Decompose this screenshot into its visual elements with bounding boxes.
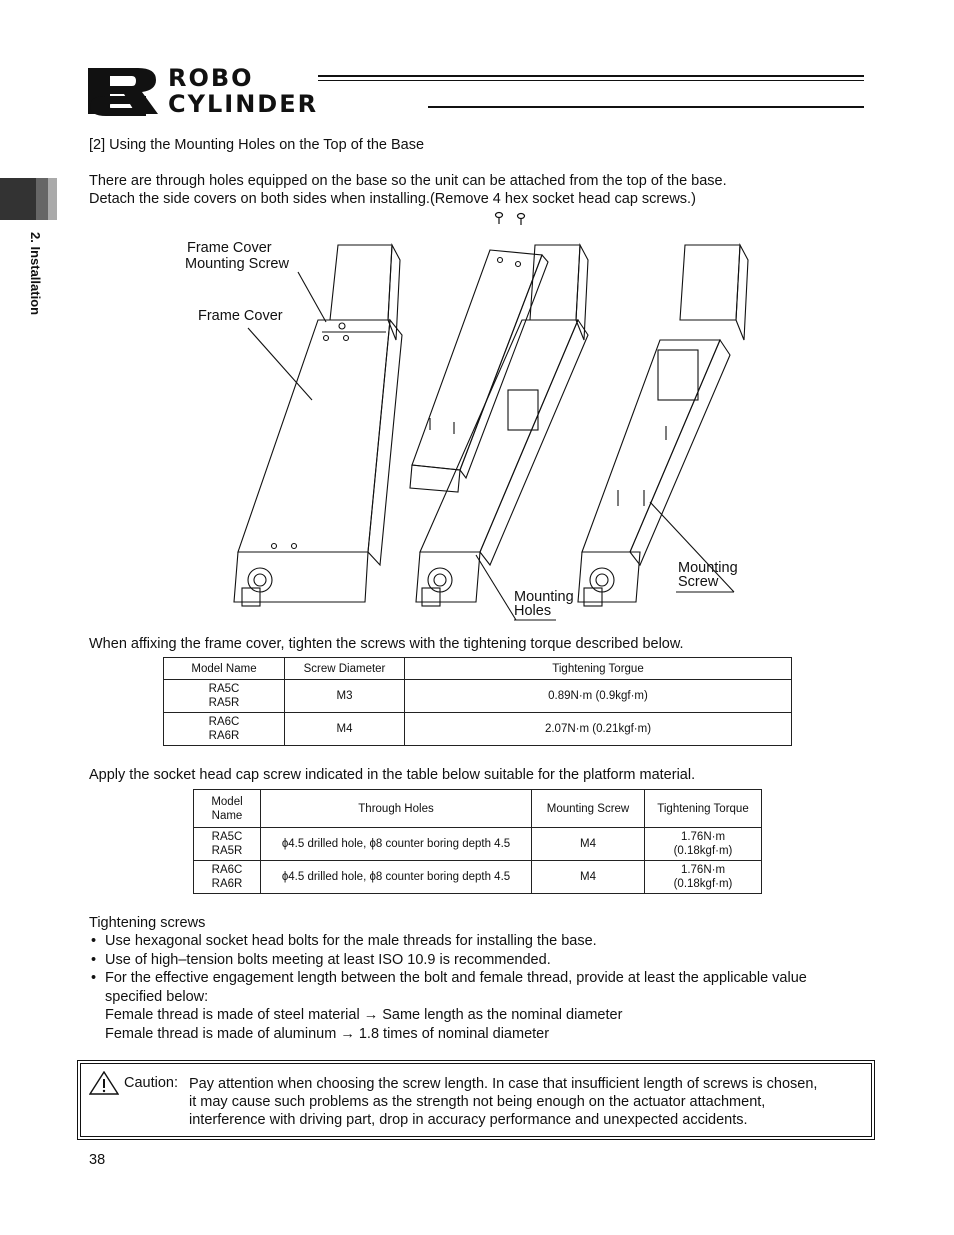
table-cell-diameter: M3: [285, 680, 405, 713]
actuator-exploded: [410, 245, 588, 606]
rc-logo-mark: [86, 66, 160, 116]
torque-b: (0.18kgf·m): [673, 845, 733, 857]
platform-intro: Apply the socket head cap screw indicated in the table below suitable for the platform material.: [89, 767, 696, 783]
table-cell-torque: 0.89N·m (0.9kgf·m): [405, 680, 792, 713]
model-b: RA6R: [211, 878, 243, 890]
table-cell-model: [194, 861, 261, 894]
model-a: RA6C: [211, 864, 243, 876]
table-row: [164, 713, 792, 746]
model-a: RA5C: [211, 831, 243, 843]
aluminum-note: Female thread is made of aluminum → 1.8 times of nominal diameter: [105, 1025, 550, 1042]
list-item: • Use of high–tension bolts meeting at least ISO 10.9 is recommended.: [89, 951, 879, 970]
label-frame-cover-screw-1: Frame Cover: [187, 240, 272, 256]
intro-line-2: Detach the side covers on both sides when installing.(Remove 4 hex socket head cap screws.): [89, 191, 696, 207]
intro-line-1: There are through holes equipped on the base so the unit can be attached from the top of the base.: [89, 173, 727, 189]
table-cell-holes: ϕ4.5 drilled hole, ϕ8 counter boring depth 4.5: [261, 861, 532, 894]
warning-icon: [89, 1071, 119, 1095]
side-tab-light: [48, 178, 57, 220]
table-header-cell: Tightening Torque: [645, 790, 762, 828]
list-item: • For the effective engagement length between the bolt and female thread, provide at least the applicable value: [89, 969, 879, 988]
table-cell-torque: [645, 828, 762, 861]
header-model: Model: [211, 795, 243, 808]
table-cell-model: [164, 680, 285, 713]
table-row: [164, 680, 792, 713]
table-cell-torque: [645, 861, 762, 894]
model-b: RA6R: [208, 730, 240, 742]
label-mounting-screw-1: Mounting: [678, 560, 738, 576]
logo-line1: ROBO: [168, 64, 254, 92]
header-rule-top: [318, 75, 864, 77]
table-cell-diameter: M4: [285, 713, 405, 746]
actuator-cover-removed: [578, 245, 748, 606]
header-rule-mid: [318, 80, 864, 81]
label-mounting-holes-2: Holes: [514, 603, 552, 619]
table-cell-model: [164, 713, 285, 746]
side-tab-mid: [36, 178, 48, 220]
header-rule-bottom: [428, 106, 864, 108]
side-tab-label: 2. Installation: [28, 232, 43, 316]
table-cell-screw: M4: [532, 828, 645, 861]
table-cell-holes: ϕ4.5 drilled hole, ϕ8 counter boring depth 4.5: [261, 828, 532, 861]
base-mounting-table: [193, 789, 762, 894]
tightening-list: [89, 932, 879, 1044]
caution-line: interference with driving part, drop in accuracy performance and unexpected accidents.: [189, 1112, 748, 1128]
section-heading: [2] Using the Mounting Holes on the Top of the Base: [89, 137, 425, 153]
table-header-cell: Tightening Torgue: [405, 658, 792, 680]
table-header-cell: Screw Diameter: [285, 658, 405, 680]
caution-text: [189, 1075, 869, 1129]
torque-b: (0.18kgf·m): [673, 878, 733, 890]
label-frame-cover: Frame Cover: [198, 308, 283, 324]
torque-a: 1.76N·m: [680, 864, 726, 876]
table-row: [194, 828, 762, 861]
list-item-continuation: specified below:: [105, 988, 209, 1005]
model-a: RA6C: [208, 716, 240, 728]
header-name: Name: [211, 809, 243, 822]
robo-cylinder-logo: [168, 66, 428, 116]
caution-line: it may cause such problems as the strength not being enough on the actuator attachment,: [189, 1094, 766, 1110]
table-cell-model: [194, 828, 261, 861]
table-header-cell: Mounting Screw: [532, 790, 645, 828]
table-header-cell: Model Name: [164, 658, 285, 680]
steel-note: Female thread is made of steel material → Same length as the nominal diameter: [105, 1007, 623, 1024]
label-frame-cover-screw-2: Mounting Screw: [185, 256, 289, 272]
frame-cover-torque-table: [163, 657, 792, 746]
table-cell-torque: 2.07N·m (0.21kgf·m): [405, 713, 792, 746]
torque-intro: When affixing the frame cover, tighten the screws with the tightening torque described below.: [89, 636, 684, 652]
torque-a: 1.76N·m: [680, 831, 726, 843]
side-tab-dark: [0, 178, 36, 220]
logo-line2: CYLINDER: [168, 90, 319, 118]
table-cell-screw: M4: [532, 861, 645, 894]
table-header-row: [194, 790, 762, 828]
model-a: RA5C: [208, 683, 240, 695]
model-b: RA5R: [208, 697, 240, 709]
model-b: RA5R: [211, 845, 243, 857]
table-header-row: [164, 658, 792, 680]
label-mounting-screw-2: Screw: [678, 574, 719, 590]
tightening-title: Tightening screws: [89, 915, 206, 931]
table-header-cell: Through Holes: [261, 790, 532, 828]
table-row: [194, 861, 762, 894]
caution-line: Pay attention when choosing the screw length. In case that insufficient length of screws is chosen,: [189, 1076, 818, 1092]
list-item: • Use hexagonal socket head bolts for the male threads for installing the base.: [89, 932, 879, 951]
table-header-cell: [194, 790, 261, 828]
caution-label: Caution:: [124, 1075, 179, 1091]
actuator-assembled: [234, 245, 402, 606]
page-number: 38: [89, 1152, 106, 1168]
label-mounting-holes-1: Mounting: [514, 589, 574, 605]
